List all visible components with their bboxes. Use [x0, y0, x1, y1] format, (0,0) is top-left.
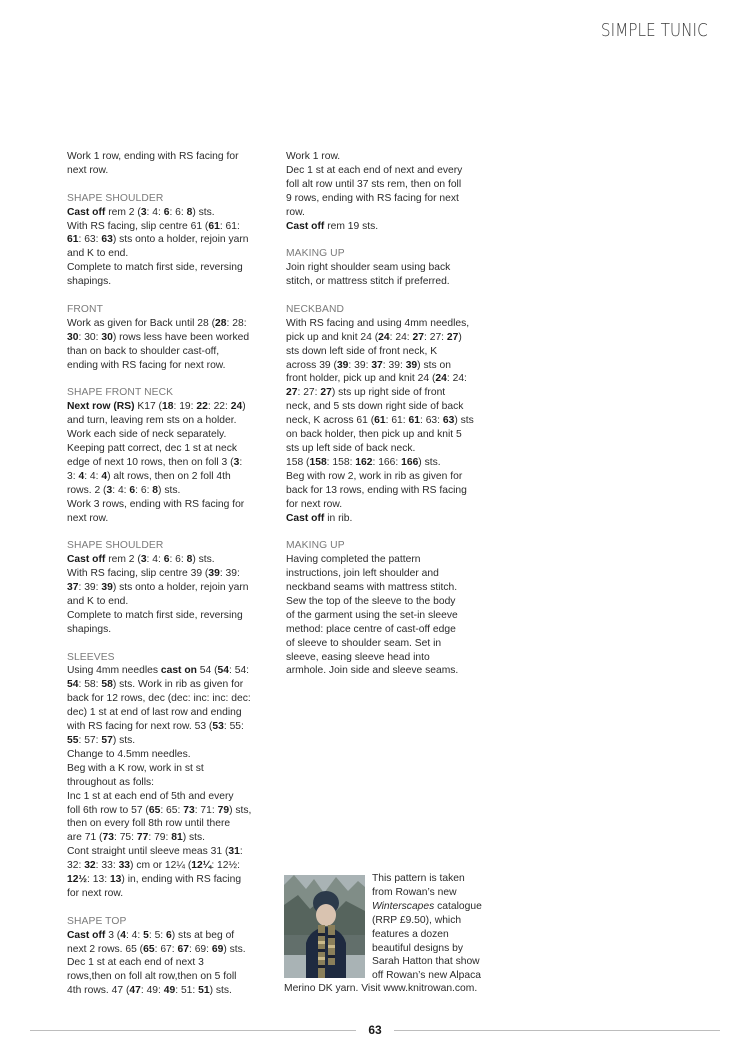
text-line: neckband seams with mattress stitch. — [286, 582, 458, 594]
section-heading: MAKING UP — [286, 540, 345, 552]
section-heading: SLEEVES — [67, 651, 115, 663]
caption-line: beautiful designs by — [372, 942, 464, 954]
text-line: and K to end. — [67, 248, 129, 260]
text-line: 30: 30: 30) rows less have been worked — [67, 331, 250, 343]
caption-line: from Rowan’s new — [372, 886, 457, 898]
text-line: Beg with a K row, work in st st — [67, 762, 204, 774]
section — [67, 539, 267, 636]
text-line: 3: 4: 4: 4) alt rows, then on 2 foll 4th — [67, 470, 231, 482]
text-line: foll 6th row to 57 (65: 65: 73: 71: 79) sts, — [67, 804, 252, 816]
text-line: method: place centre of cast-off edge — [286, 623, 456, 635]
section — [286, 539, 486, 678]
text-line: Work 1 row, ending with RS facing for — [67, 151, 239, 162]
text-line: neck, and 5 sts down right side of back — [286, 401, 464, 413]
text-line: 54: 58: 58) sts. Work in rib as given for — [67, 679, 244, 691]
text-line: of the garment using the set-in sleeve — [286, 609, 458, 621]
text-line: Cast off 3 (4: 4: 5: 5: 6) sts at beg of — [67, 929, 235, 941]
text-line: With RS facing, slip centre 61 (61: 61: — [67, 220, 240, 232]
section — [67, 915, 267, 998]
text-line: Change to 4.5mm needles. — [67, 748, 191, 760]
text-line: shapings. — [67, 623, 112, 635]
text-line: and turn, leaving rem sts on a holder. — [67, 415, 237, 427]
text-line: Complete to match first side, reversing — [67, 262, 243, 274]
caption-line: (RRP £9.50), which — [372, 914, 462, 926]
text-line: Next row (RS) K17 (18: 19: 22: 22: 24) — [67, 401, 246, 413]
text-line: 55: 57: 57) sts. — [67, 734, 136, 746]
text-line: Cast off rem 2 (3: 4: 6: 6: 8) sts. — [67, 554, 215, 566]
text-line: back for 12 rows, dec (dec: inc: inc: dec: — [67, 693, 251, 705]
text-line: foll alt row until 37 sts rem, then on foll — [286, 178, 462, 190]
text-line: sts up left side of back neck. — [286, 443, 416, 454]
text-line: With RS facing, slip centre 39 (39: 39: — [67, 568, 240, 580]
right-text-column — [286, 150, 486, 692]
section — [67, 303, 267, 373]
text-line: edge of next 10 rows, then on foll 3 (3: — [67, 456, 243, 468]
section — [67, 651, 267, 901]
text-line: sleeve, easing sleeve head into — [286, 651, 430, 663]
photo-caption — [372, 872, 497, 983]
section-heading: SHAPE TOP — [67, 915, 127, 927]
text-line: back for 13 rows, ending with RS facing — [286, 484, 467, 496]
caption-line: Winterscapes catalogue — [372, 900, 482, 912]
text-line: across 39 (39: 39: 37: 39: 39) sts on — [286, 359, 451, 371]
text-line: sts down left side of front neck, K — [286, 345, 438, 357]
section — [67, 192, 267, 289]
text-line: Dec 1 st at each end of next and every — [286, 164, 463, 176]
text-line: Cast off rem 19 sts. — [286, 220, 379, 232]
text-line: row. — [286, 206, 305, 218]
text-line: Inc 1 st at each end of 5th and every — [67, 790, 234, 802]
text-line: of sleeve to shoulder seam. Set in — [286, 637, 442, 649]
text-line: neck, K across 61 (61: 61: 61: 63: 63) sts — [286, 415, 474, 427]
text-line: rows. 2 (3: 4: 6: 6: 8) sts. — [67, 484, 181, 496]
text-line: Work each side of neck separately. — [67, 429, 227, 441]
text-line: Using 4mm needles cast on 54 (54: 54: — [67, 665, 250, 677]
text-line: throughout as folls: — [67, 776, 155, 788]
text-line: pick up and knit 24 (24: 24: 27: 27: 27) — [286, 331, 462, 343]
text-line: for next row. — [67, 887, 124, 899]
left-text-column — [67, 150, 267, 1012]
section-heading: FRONT — [67, 303, 103, 315]
text-line: Join right shoulder seam using back — [286, 262, 451, 274]
caption-line: off Rowan’s new Alpaca — [372, 970, 481, 982]
text-line: next 2 rows. 65 (65: 67: 67: 69: 69) sts. — [67, 943, 246, 955]
caption-line: Sarah Hatton that show — [372, 956, 480, 968]
section — [286, 303, 486, 526]
text-line: stitch, or mattress stitch if preferred. — [286, 276, 450, 288]
section-heading: NECKBAND — [286, 303, 345, 315]
footer-rule-left — [30, 1030, 356, 1031]
text-line: Work 1 row. — [286, 151, 341, 162]
text-line: Complete to match first side, reversing — [67, 609, 243, 621]
footer-rule-right — [394, 1030, 720, 1031]
section — [67, 150, 267, 178]
text-line: Cast off in rib. — [286, 512, 353, 524]
text-line: Keeping patt correct, dec 1 st at neck — [67, 442, 237, 454]
page-header-title: SIMPLE TUNIC — [601, 20, 708, 41]
section-heading: MAKING UP — [286, 248, 345, 260]
text-line: Work 3 rows, ending with RS facing for — [67, 498, 245, 510]
text-line: than on back to shoulder cast-off, — [67, 345, 220, 357]
model-photo — [284, 875, 365, 978]
text-line: 61: 63: 63) sts onto a holder, rejoin yarn — [67, 234, 249, 246]
text-line: with RS facing for next row. 53 (53: 55: — [67, 721, 244, 733]
text-line: and K to end. — [67, 595, 129, 607]
text-line: 27: 27: 27) sts up right side of front — [286, 387, 446, 399]
text-line: armhole. Join side and sleeve seams. — [286, 665, 459, 677]
section-heading: SHAPE SHOULDER — [67, 540, 164, 552]
text-line: 158 (158: 158: 162: 166: 166) sts. — [286, 456, 441, 468]
text-line: Work as given for Back until 28 (28: 28: — [67, 317, 247, 329]
photo-illustration — [284, 875, 365, 978]
caption-line: features a dozen — [372, 928, 449, 940]
section-heading: SHAPE FRONT NECK — [67, 387, 174, 399]
section — [286, 150, 486, 233]
text-line: 9 rows, ending with RS facing for next — [286, 192, 459, 204]
text-line: are 71 (73: 75: 77: 79: 81) sts. — [67, 832, 206, 844]
text-line: 37: 39: 39) sts onto a holder, rejoin yarn — [67, 582, 249, 594]
caption-line: This pattern is taken — [372, 873, 465, 884]
text-line: 32: 32: 33: 33) cm or 12¼ (12¼: 12½: — [67, 860, 240, 872]
text-line: ending with RS facing for next row. — [67, 359, 226, 371]
text-line: next row. — [67, 164, 109, 176]
text-line: Sew the top of the sleeve to the body — [286, 595, 456, 607]
text-line: Cast off rem 2 (3: 4: 6: 6: 8) sts. — [67, 206, 215, 218]
photo-caption-last-line: Merino DK yarn. Visit www.knitrowan.com. — [284, 983, 478, 994]
text-line: shapings. — [67, 276, 112, 288]
section — [67, 386, 267, 525]
section — [286, 247, 486, 289]
text-line: Having completed the pattern — [286, 554, 421, 566]
text-line: then on every foll 8th row until there — [67, 818, 231, 830]
text-line: 12½: 13: 13) in, ending with RS facing — [67, 874, 242, 886]
text-line: Dec 1 st at each end of next 3 — [67, 957, 204, 969]
text-line: Cont straight until sleeve meas 31 (31: — [67, 846, 243, 858]
text-line: dec) 1 st at end of last row and ending — [67, 707, 242, 719]
text-line: 4th rows. 47 (47: 49: 49: 51: 51) sts. — [67, 985, 232, 997]
text-line: With RS facing and using 4mm needles, — [286, 317, 470, 329]
page-number: 63 — [368, 1023, 382, 1037]
text-line: instructions, join left shoulder and — [286, 568, 439, 580]
text-line: front holder, pick up and knit 24 (24: 24: — [286, 373, 467, 385]
section-heading: SHAPE SHOULDER — [67, 192, 164, 204]
text-line: Beg with row 2, work in rib as given for — [286, 470, 463, 482]
text-line: rows,then on foll alt row,then on 5 foll — [67, 971, 237, 983]
text-line: next row. — [67, 512, 109, 524]
text-line: for next row. — [286, 498, 343, 510]
text-line: on back holder, then pick up and knit 5 — [286, 429, 462, 441]
